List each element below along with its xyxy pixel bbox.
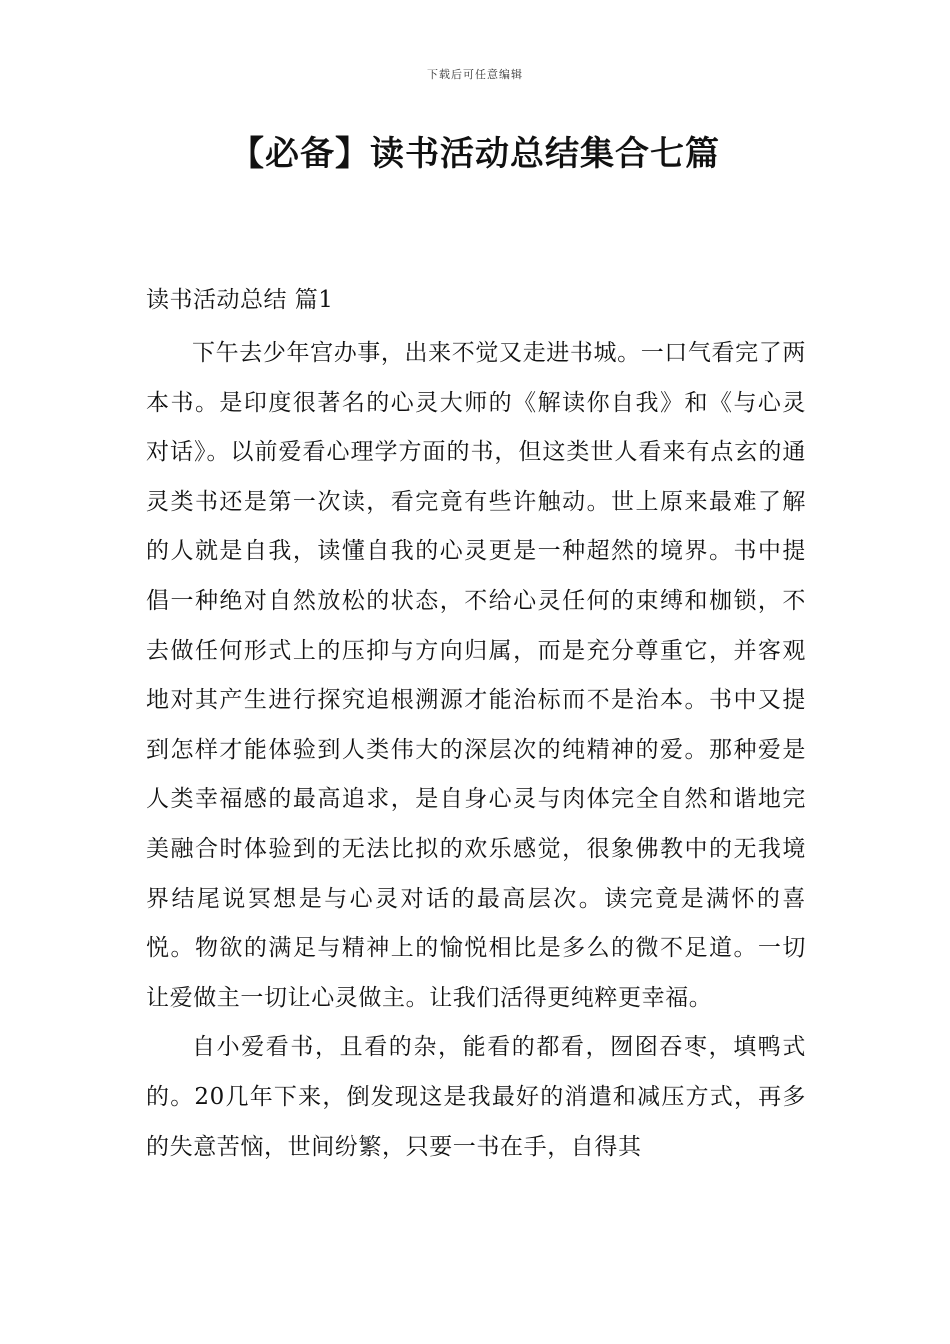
document-title: 【必备】读书活动总结集合七篇 (230, 134, 720, 174)
paragraph: 下午去少年宫办事，出来不觉又走进书城。一口气看完了两本书。是印度很著名的心灵大师的《解读你自我》和《与心灵对话》。以前爱看心理学方面的书，但这类世人看来有点玄的通灵类书还是第一次读，看完竟有些许触动。世上原来最难了解的人就是自我，读懂自我的心灵更是一种超然的境界。书中提倡一种绝对自然放松的状态，不给心灵任何的束缚和枷锁，不去做任何形式上的压抑与方向归属，而是充分尊重它，并客观地对其产生进行探究追根溯源才能治标而不是治本。书中又提到怎样才能体验到人类伟大的深层次的纯精神的爱。那种爱是人类幸福感的最高追求，是自身心灵与肉体完全自然和谐地完美融合时体验到的无法比拟的欢乐感觉，很象佛教中的无我境界结尾说冥想是与心灵对话的最高层次。读完竟是满怀的喜悦。物欲的满足与精神上的愉悦相比是多么的微不足道。一切让爱做主一切让心灵做主。让我们活得更纯粹更幸福。 (146, 340, 806, 1011)
section-heading: 读书活动总结 篇1 (146, 287, 334, 313)
header-note: 下载后可任意编辑 (427, 68, 523, 81)
document-body (146, 280, 806, 1172)
paragraph: 自小爱看书，且看的杂，能看的都看，囫囵吞枣，填鸭式的。20几年下来，倒发现这是我最好的消遣和减压方式，再多的失意苦恼，世间纷繁，只要一书在手，自得其 (146, 1034, 806, 1160)
